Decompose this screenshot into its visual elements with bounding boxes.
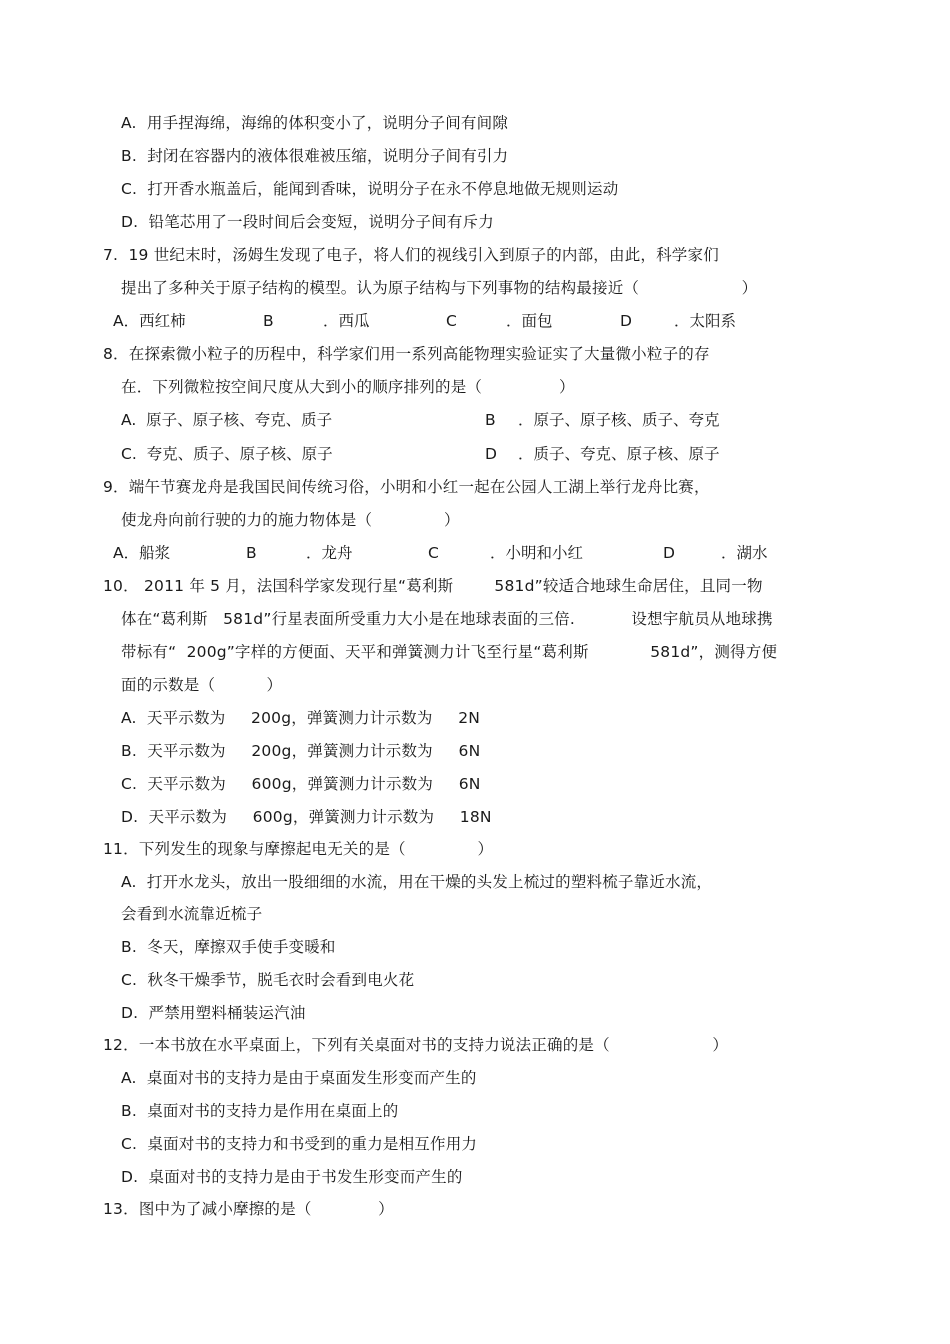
q12-option-b: B. 桌面对书的支持力是作用在桌面上的	[121, 1102, 399, 1120]
q11-option-a-cont: 会看到水流靠近梳子	[121, 905, 263, 923]
q10-stem-line1: 10． 2011 年 5 月，法国科学家发现行星“葛利斯 581d”较适合地球生命居住，且同一物	[103, 577, 763, 595]
q12-option-d: D. 桌面对书的支持力是由于书发生形变而产生的	[121, 1168, 463, 1186]
q7-stem-line1: 7. 19 世纪末时，汤姆生发现了电子，将人们的视线引入到原子的内部，由此，科学家们	[103, 246, 719, 264]
q7-option-b-letter: B	[263, 312, 274, 330]
q10-option-b: B. 天平示数为 200g，弹簧测力计示数为 6N	[121, 742, 481, 760]
q10-option-a: A. 天平示数为 200g，弹簧测力计示数为 2N	[121, 709, 481, 727]
q7-option-d-letter: D	[620, 312, 632, 330]
q7-option-c-text: ．面包	[506, 312, 553, 330]
q9-stem-line1: 9．端午节赛龙舟是我国民间传统习俗，小明和小红一起在公园人工湖上举行龙舟比赛，	[103, 478, 710, 496]
q9-option-b-text: ．龙舟	[306, 544, 353, 562]
q11-option-c: C. 秋冬干燥季节，脱毛衣时会看到电火花	[121, 971, 415, 989]
q7-option-b-text: ．西瓜	[323, 312, 370, 330]
q8-stem-line1: 8．在探索微小粒子的历程中，科学家们用一系列高能物理实验证实了大量微小粒子的存	[103, 345, 710, 363]
q9-option-b-letter: B	[246, 544, 257, 562]
q7-option-c-letter: C	[446, 312, 457, 330]
q9-option-c-letter: C	[428, 544, 439, 562]
q12-option-a: A. 桌面对书的支持力是由于桌面发生形变而产生的	[121, 1069, 477, 1087]
q8-option-d-text: ．质子、夸克、原子核、原子	[518, 445, 720, 463]
q7-option-d-text: ．太阳系	[674, 312, 737, 330]
q6-option-c: C. 打开香水瓶盖后，能闻到香味，说明分子在永不停息地做无规则运动	[121, 180, 619, 198]
q12-option-c: C. 桌面对书的支持力和书受到的重力是相互作用力	[121, 1135, 478, 1153]
q7-option-a: A．西红柿	[113, 312, 186, 330]
q11-option-d: D. 严禁用塑料桶装运汽油	[121, 1004, 306, 1022]
q6-option-d: D. 铅笔芯用了一段时间后会变短，说明分子间有斥力	[121, 213, 494, 231]
q9-option-d-text: ．湖水	[721, 544, 768, 562]
q9-option-d-letter: D	[663, 544, 675, 562]
q12-stem: 12．一本书放在水平桌面上，下列有关桌面对书的支持力说法正确的是（ ）	[103, 1036, 729, 1054]
q10-stem-line3: 带标有“ 200g”字样的方便面、天平和弹簧测力计飞至行星“葛利斯 581d”，测得方便	[121, 643, 778, 661]
q10-option-d: D. 天平示数为 600g，弹簧测力计示数为 18N	[121, 808, 492, 826]
q9-stem-line2: 使龙舟向前行驶的力的施力物体是（ ）	[121, 511, 460, 529]
q7-stem-line2: 提出了多种关于原子结构的模型。认为原子结构与下列事物的结构最接近（ ）	[121, 279, 758, 297]
q6-option-b: B. 封闭在容器内的液体很难被压缩，说明分子间有引力	[121, 147, 509, 165]
q9-option-c-text: ．小明和小红	[490, 544, 584, 562]
q11-option-a: A. 打开水龙头，放出一股细细的水流，用在干燥的头发上梳过的塑料梳子靠近水流，	[121, 873, 713, 891]
q8-option-a: A. 原子、原子核、夸克、质子	[121, 411, 333, 429]
q10-stem-line2: 体在“葛利斯 581d”行星表面所受重力大小是在地球表面的三倍. 设想宇航员从地球携	[121, 610, 773, 628]
q8-option-c: C. 夸克、质子、原子核、原子	[121, 445, 333, 463]
q9-option-a: A．船浆	[113, 544, 171, 562]
q8-option-d-letter: D	[485, 445, 497, 463]
q11-stem: 11．下列发生的现象与摩擦起电无关的是（ ）	[103, 840, 494, 858]
q8-option-b-letter: B	[485, 411, 496, 429]
q11-option-b: B. 冬天，摩擦双手使手变暖和	[121, 938, 336, 956]
q13-stem: 13．图中为了减小摩擦的是（ ）	[103, 1200, 394, 1218]
q8-stem-line2: 在．下列微粒按空间尺度从大到小的顺序排列的是（ ）	[121, 378, 575, 396]
q10-stem-line4: 面的示数是（ ）	[121, 676, 283, 694]
q10-option-c: C. 天平示数为 600g，弹簧测力计示数为 6N	[121, 775, 481, 793]
q6-option-a: A. 用手捏海绵，海绵的体积变小了，说明分子间有间隙	[121, 114, 509, 132]
q8-option-b-text: ．原子、原子核、质子、夸克	[518, 411, 720, 429]
